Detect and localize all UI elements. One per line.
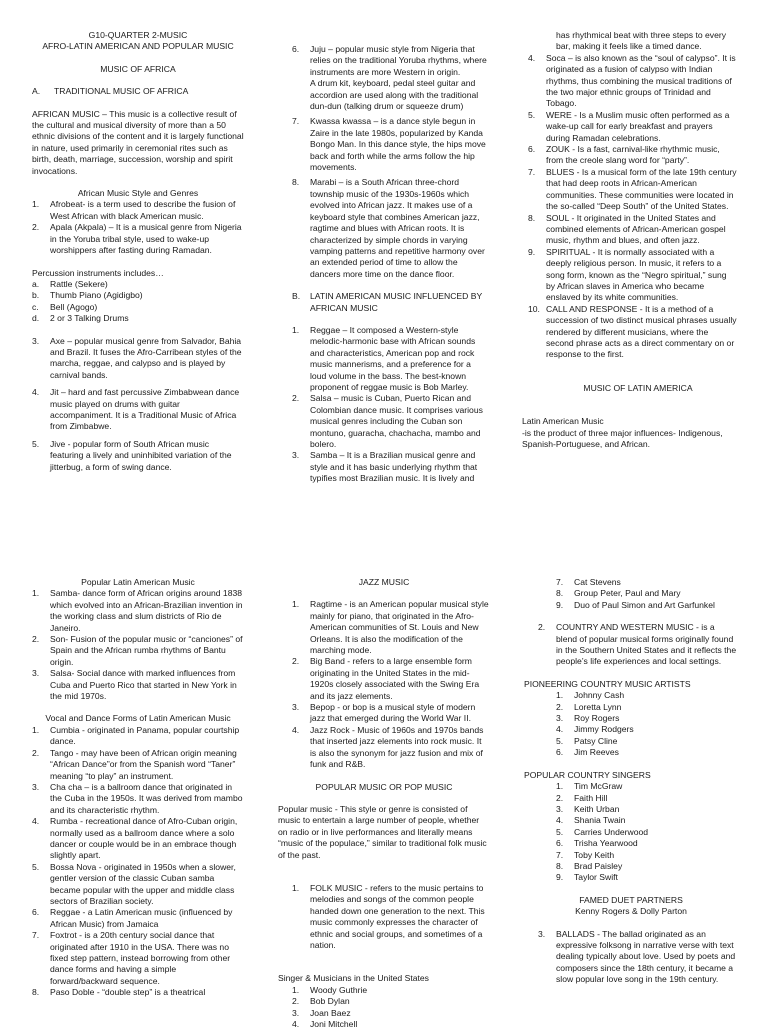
list-item: 4. Jazz Rock - Music of 1960s and 1970s bands that inserted jazz elements into rock music. It is also the synonym for jazz fusion and mix of funk and R&B. <box>292 724 484 770</box>
list-item: 5. Patsy Cline <box>556 735 618 746</box>
col-bottom-left <box>32 577 244 999</box>
list-item: 3. Roy Rogers <box>556 713 620 724</box>
styles-list-b <box>32 336 244 473</box>
latin-def-title: Latin American Music <box>522 416 604 427</box>
list-item: 2. Son- Fusion of the popular music or “canciones” of Spain and the African rumba rhythms of Bantu origin. <box>32 634 243 667</box>
col-top-right <box>522 30 738 450</box>
list-item: 5. WERE - Is a Muslim music often performed as a wake-up call for early breakfast and prayers during Ramadan celebrations. <box>528 109 730 143</box>
list-item: 1. Johnny Cash <box>556 690 625 701</box>
list-item: 6. Jim Reeves <box>556 747 619 758</box>
list-item: 6. Juju – popular music style from Nigeria that relies on the traditional Yoruba rhythms, where instruments are more Western in origin. A drum kit, keyboard, pedal steel guitar and accordion are used along with the traditional dun-dun (talking drum or squeeze drum) <box>292 44 487 112</box>
list-item: 3. BALLADS - The ballad originated as an expressive folksong in narrative verse with text dealing typically about love. Used by poets and composers since the 18th century, it became a slow popular love song in the 19th century. <box>538 928 736 985</box>
list-item: 5. Bossa Nova - originated in 1950s when a slower, gentler version of the classic Cuban samba became popular with the upper and middle class sectors of Brazilian society. <box>32 861 236 906</box>
list-item: 5. Carries Underwood <box>556 826 649 837</box>
header-line1: G10-QUARTER 2-MUSIC <box>88 30 188 40</box>
vocal-heading: Vocal and Dance Forms of Latin American Music <box>45 713 231 724</box>
list-item: 2. Salsa – music is Cuban, Puerto Rican and Colombian dance music. It comprises various musical genres including the Cuban son montuno, guaracha, chachacha, mambo and bolero. <box>292 393 483 449</box>
jazz-heading: JAZZ MUSIC <box>358 577 410 587</box>
col-bottom-middle <box>278 577 490 1030</box>
duet-names: Kenny Rogers & Dolly Parton <box>575 906 687 917</box>
list-item: 1. Reggae – It composed a Western-style melodic-harmonic base with African sounds and characteristics, American pop and rock music mannerisms, and a preference for a loud volume in the bass. The best-known proponent of reggae music is Bob Marley. <box>292 324 476 392</box>
percussion-heading: Percussion instruments includes… <box>32 267 164 278</box>
col-top-middle <box>292 44 488 485</box>
col-top-left <box>32 30 244 473</box>
pioneering-heading: PIONEERING COUNTRY MUSIC ARTISTS <box>524 678 691 689</box>
latin-def: -is the product of three major influences- Indigenous, Spanish-Portuguese, and African. <box>522 427 723 449</box>
header-line2: AFRO-LATIN AMERICAN AND POPULAR MUSIC <box>42 41 234 52</box>
list-item: 3. Salsa- Social dance with marked influences from Cuba and Puerto Rico that started in New York in the mid 1970s. <box>32 668 237 702</box>
list-item: 1. Ragtime - is an American popular musical style mainly for piano, that originated in the Afro-American communities of St. Louis and New Orleans. It is also the modification of the marching mode. <box>292 599 489 656</box>
list-item: 1. Cumbia - originated in Panama, popular courtship dance. <box>32 724 240 747</box>
list-item: 8. SOUL - It originated in the United States and combined elements of African-American gospel music, rhythm and blues, and often jazz. <box>528 212 726 246</box>
list-item: 6. Reggae - a Latin American music (influenced by African Music) from Jamaica <box>32 907 233 929</box>
list-item: 2. Tango - may have been of African origin meaning “African Dance”or from the Spanish word “Taner” meaning “to play” an instrument. <box>32 747 237 781</box>
list-item: 8. Group Peter, Paul and Mary <box>556 588 681 599</box>
list-item: 3. Bepop - or bop is a musical style of modern jazz that emerged during the World War II. <box>292 702 476 724</box>
list-item: 3. Samba – It is a Brazilian musical genre and style and it has basic underlying rhythm that typifies most Brazilian music. It is lively and <box>292 450 478 484</box>
subsection-text: TRADITIONAL MUSIC OF AFRICA <box>54 86 189 97</box>
list-item: 3. Cha cha – is a ballroom dance that originated in the Cuba in the 1950s. It was derived from mambo and its characteristic rhythm. <box>32 781 243 815</box>
latin-heading: MUSIC OF LATIN AMERICA <box>583 382 693 393</box>
list-item: 6. Trisha Yearwood <box>556 838 638 849</box>
list-item: 2. Faith Hill <box>556 792 608 803</box>
percussion-list <box>32 279 244 325</box>
list-item: 6. ZOUK - Is a fast, carnival-like rhythmic music, from the creole slang word for “party”. <box>528 144 720 166</box>
african-music-def: AFRICAN MUSIC – This music is a collective result of the cultural and musical diversity of more than a 50 ethnic divisions of the content and it is largely functional in nature, used primarily in ceremonial rites such as birth, death, marriage, succession, worship and spirit invocations. <box>32 108 244 176</box>
col-bottom-right <box>524 577 738 986</box>
list-item: 4. Rumba - recreational dance of Afro-Cuban origin, normally used as a ballroom dance where a solo dancer or couple would be in an embrace though slightly apart. <box>32 816 238 861</box>
list-item: 7. Foxtrot - is a 20th century social dance that originated after 1910 in the USA. There was no fixed step pattern, instead borrowing from other dance forms and having a simple forward/backward sequence. <box>32 930 231 986</box>
list-item: 1. Afrobeat- is a term used to describe the fusion of West African with black American music. <box>32 199 236 221</box>
list-item: 5. Jive - popular form of South African music featuring a lively and uninhibited variation of the jitterbug, a form of swing dance. <box>32 438 232 472</box>
list-item: d. 2 or 3 Talking Drums <box>32 313 129 324</box>
list-item: 7. Toby Keith <box>556 849 615 860</box>
section-title: MUSIC OF AFRICA <box>100 63 176 74</box>
list-item: 1. Woody Guthrie <box>292 984 368 995</box>
list-item: 2. Loretta Lynn <box>556 701 622 712</box>
list-item: 4. Shania Twain <box>556 815 626 826</box>
popular-country-heading: POPULAR COUNTRY SINGERS <box>524 769 651 780</box>
list-item: 3. Axe – popular musical genre from Salvador, Bahia and Brazil. It fuses the Afro-Carribean styles of the marcha, reggae, and calypso and is played by carnival bands. <box>32 335 242 380</box>
list-item: 4. Joni Mitchell <box>292 1019 358 1029</box>
list-item: 8. Brad Paisley <box>556 860 623 871</box>
list-item: 8. Marabi – is a South African three-chord township music of the 1930s-1960s which evolved into African jazz. It makes use of a keyboard style that combines American jazz, ragtime and blues with African roots. It is characterized by simple chords in varying vamping patterns and repetitive harmony over an extended period of time to allow the dancers more time on the dance floor. <box>292 177 485 279</box>
pop-heading: POPULAR MUSIC OR POP MUSIC <box>315 781 453 792</box>
list-item: 2. Bob Dylan <box>292 996 350 1007</box>
styles-heading: African Music Style and Genres <box>77 188 199 199</box>
list-item: 2. COUNTRY AND WESTERN MUSIC - is a blend of popular musical forms originally found in the Southern United States and it reflects the people’s life experiences and local settings. <box>538 622 737 667</box>
list-item: 2. Big Band - refers to a large ensemble form originating in the United States in the mid-1920s closely associated with the Swing Era and its jazz elements. <box>292 656 480 701</box>
list-item: 3. Keith Urban <box>556 803 620 814</box>
pop-def: Popular music - This style or genre is consisted of music to entertain a large number of people, whether on radio or in live performances and literally means “music of the populace,” similar to traditional folk music of the past. <box>278 803 487 860</box>
list-item: 1. Samba- dance form of African origins around 1838 which evolved into an African-Brazilian invention in the working class and slum districts of Rio de Janeiro. <box>32 588 243 633</box>
list-item: 1. Tim McGraw <box>556 781 623 792</box>
list-item: 9. Taylor Swift <box>556 872 618 883</box>
list-item: a. Rattle (Sekere) <box>32 278 108 289</box>
styles-list-a <box>32 199 244 256</box>
list-item: c. Bell (Agogo) <box>32 301 98 312</box>
list-item: 2. Apala (Akpala) – It is a musical genre from Nigeria in the Yoruba tribal style, used to wake-up worshippers after fasting during Ramadan. <box>32 222 242 256</box>
list-item: 10. CALL AND RESPONSE - It is a method of a succession of two distinct musical phrases usually rendered by different musicians, where the second phrase acts as a direct commentary on or response to the first. <box>528 303 737 360</box>
subsection-num: A. <box>32 86 41 97</box>
list-item: 9. SPIRITUAL - It is normally associated with a deeply religious person. In music, it refers to a song form, known as the “Negro spiritual,” sung by African slaves in America who became enslaved by its white communities. <box>528 246 727 303</box>
continued-text: has rhythmical beat with three steps to every bar, making it feels like a timed dance. <box>556 30 727 52</box>
list-item: 4. Soca – is also known as the “soul of calypso”. It is originated as a fusion of calypso with Indian rhythms, thus combining the musical traditions of the two major ethnic groups of Trinidad and Tobago. <box>528 52 736 109</box>
list-item: 7. BLUES - Is a musical form of the late 19th century that had deep roots in African-American communities. These communities were located in the so-called “Deep South” of the United States. <box>528 166 737 212</box>
list-item: 1. FOLK MUSIC - refers to the music pertains to melodies and songs of the common people handed down one generation to the next. This music commonly expresses the character of ethnic and social groups, and sometimes of a nation. <box>292 882 485 950</box>
list-item: b. Thumb Piano (Agidigbo) <box>32 290 143 301</box>
latin-b-list-2 <box>528 52 738 361</box>
list-item: 4. Jimmy Rodgers <box>556 724 634 735</box>
list-item: 4. Jit – hard and fast percussive Zimbabwean dance music played on drums with guitar accompaniment. It is a Traditional Music of Africa from Zimbabwe. <box>32 387 240 432</box>
list-item: 9. Duo of Paul Simon and Art Garfunkel <box>556 599 715 610</box>
singers-heading: Singer & Musicians in the United States <box>278 973 429 984</box>
list-item: 8. Paso Doble - “double step” is a theatrical <box>32 987 206 998</box>
list-item: 3. Joan Baez <box>292 1007 351 1018</box>
subsection-title <box>32 86 244 97</box>
list-item: 7. Kwassa kwassa – is a dance style begun in Zaire in the late 1980s, popularized by Kanda Bongo Man. In this dance style, the hips move back and forth while the arms follow the hip movements. <box>292 116 486 173</box>
duet-heading: FAMED DUET PARTNERS <box>579 894 683 905</box>
list-item: 7. Cat Stevens <box>556 577 621 587</box>
popular-latin-heading: Popular Latin American Music <box>81 577 195 587</box>
latin-b-heading: B. LATIN AMERICAN MUSIC INFLUENCED BY AFRICAN MUSIC <box>292 291 483 313</box>
